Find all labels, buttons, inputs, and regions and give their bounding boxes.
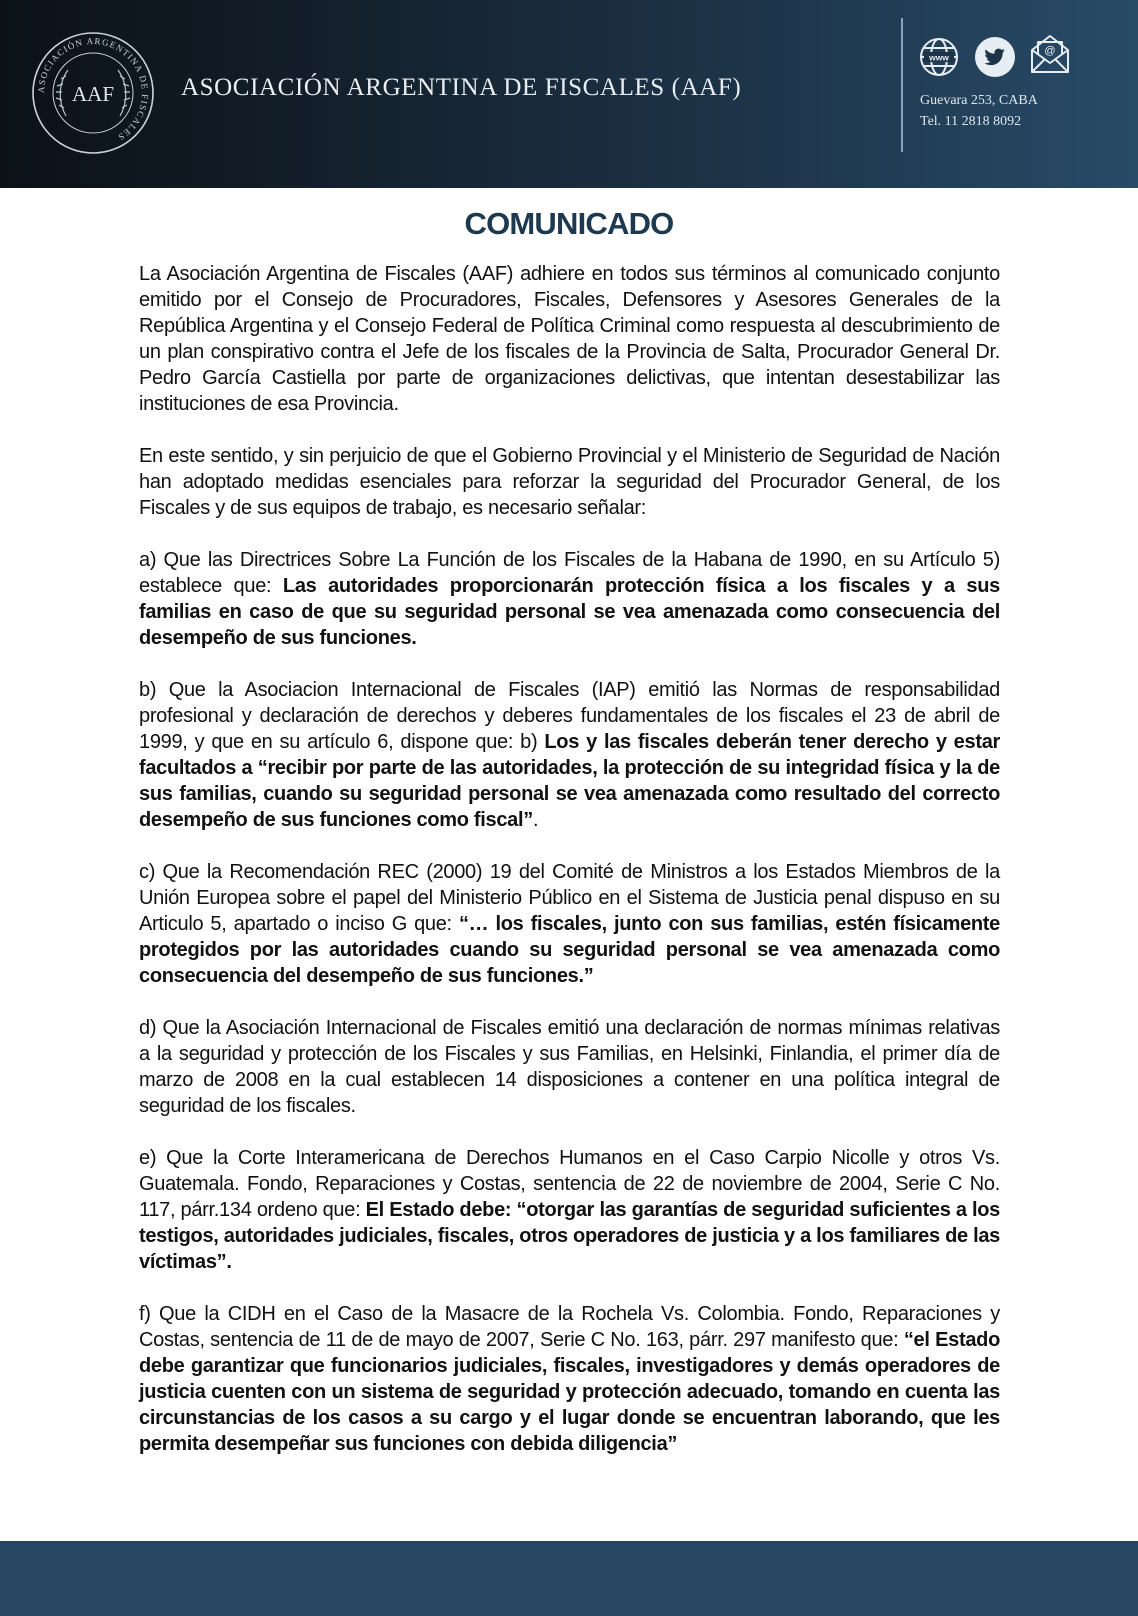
paragraph-e: e) Que la Corte Interamericana de Derechos Humanos en el Caso Carpio Nicolle y otros Vs. Guatemala. Fondo, Reparaciones y Costas, sentencia de 22 de noviembre de 2004, Serie C No. 117, párr.134 ordeno que: El Estado debe: “otorgar las garantías de seguridad suficientes a los testigos, autoridades judiciales, fiscales, otros operadores de justicia y a los familiares de las víctimas”. <box>139 1147 1000 1273</box>
paragraph-a-quote: Las autoridades proporcionarán protección física a los fiscales y a sus familias en caso de que su seguridad personal se vea amenazada como consecuencia del desempeño de sus funciones. <box>139 575 1000 649</box>
aaf-seal-logo <box>30 30 156 156</box>
paragraph-b: b) Que la Asociacion Internacional de Fiscales (IAP) emitió las Normas de responsabilidad profesional y declaración de derechos y deberes fundamentales de los fiscales el 23 de abril de 1999, y que en su artículo 6, dispone que: b) Los y las fiscales deberán tener derecho y estar facultados a “recibir por parte de las autoridades, la protección de su integridad física y la de sus familias, cuando su seguridad personal se vea amenazada como resultado del correcto desempeño de sus funciones como fiscal”. <box>139 679 1000 831</box>
letterhead-header <box>0 0 1138 188</box>
footer-bar <box>0 1541 1138 1616</box>
svg-text:AAF: AAF <box>71 82 115 106</box>
contact-phone: Tel. 11 2818 8092 <box>920 114 1022 129</box>
paragraph-a: a) Que las Directrices Sobre La Función de los Fiscales de la Habana de 1990, en su Artículo 5) establece que: Las autoridades proporcionarán protección física a los fiscales y a sus familias en caso de que su seguridad personal se vea amenazada como consecuencia del desempeño de sus funciones. <box>139 549 1000 649</box>
organization-name: ASOCIACIÓN ARGENTINA DE FISCALES (AAF) <box>181 74 742 101</box>
email-icon[interactable] <box>1028 32 1072 76</box>
paragraph-c: c) Que la Recomendación REC (2000) 19 del Comité de Ministros a los Estados Miembros de la Unión Europea sobre el papel del Ministerio Público en el Sistema de Justicia penal dispuso en su Articulo 5, apartado o inciso G que: “… los fiscales, junto con sus familias, estén físicamente protegidos por las autoridades cuando su seguridad personal se vea amenazada como consecuencia del desempeño de sus funciones.” <box>139 861 1000 987</box>
contact-address: Guevara 253, CABA <box>920 93 1038 108</box>
document-title: COMUNICADO <box>464 206 674 241</box>
svg-text:ASOCIACIÓN ARGENTINA DE FISCAL: ASOCIACIÓN ARGENTINA DE FISCALES <box>35 35 151 143</box>
paragraph-c-quote: “… los fiscales, junto con sus familias, estén físicamente protegidos por las autoridades cuando su seguridad personal se vea amenazada como consecuencia del desempeño de sus funciones.” <box>139 913 1000 987</box>
paragraph-b-quote: Los y las fiscales deberán tener derecho y estar facultados a “recibir por parte de las autoridades, la protección de su integridad física y la de sus familias, cuando su seguridad personal se vea amenazada como resultado del correcto desempeño de sus funciones como fiscal” <box>139 731 1000 831</box>
paragraph-e-quote: El Estado debe: “otorgar las garantías de seguridad suficientes a los testigos, autoridades judiciales, fiscales, otros operadores de justicia y a los familiares de las víctimas”. <box>139 1199 1000 1273</box>
svg-text:@: @ <box>1044 45 1056 57</box>
svg-text:www: www <box>929 52 949 63</box>
twitter-icon[interactable] <box>974 36 1016 78</box>
paragraph-f-quote: “el Estado debe garantizar que funcionarios judiciales, fiscales, investigadores y demás operadores de justicia cuenten con un sistema de seguridad y protección adecuado, tomando en cuenta las circunstancias de los casos a su cargo y el lugar donde se encuentran laborando, que les permita desempeñar sus funciones con debida diligencia” <box>139 1329 1000 1455</box>
paragraph-d: d) Que la Asociación Internacional de Fiscales emitió una declaración de normas mínimas relativas a la seguridad y protección de los Fiscales y sus Familias, en Helsinki, Finlandia, el primer día de marzo de 2008 en la cual establecen 14 disposiciones a contener en una política integral de seguridad de los fiscales. <box>139 1017 1000 1117</box>
document-body <box>139 261 1000 1483</box>
header-divider <box>901 18 903 152</box>
paragraph-intro: La Asociación Argentina de Fiscales (AAF) adhiere en todos sus términos al comunicado conjunto emitido por el Consejo de Procuradores, Fiscales, Defensores y Asesores Generales de la República Argentina y el Consejo Federal de Política Criminal como respuesta al descubrimiento de un plan conspirativo contra el Jefe de los fiscales de la Provincia de Salta, Procurador General Dr. Pedro García Castiella por parte de organizaciones delictivas, que intentan desestabilizar las instituciones de esa Provincia. <box>139 263 1000 415</box>
paragraph-f: f) Que la CIDH en el Caso de la Masacre de la Rochela Vs. Colombia. Fondo, Reparaciones y Costas, sentencia de 11 de de mayo de 2007, Serie C No. 163, párr. 297 manifesto que: “el Estado debe garantizar que funcionarios judiciales, fiscales, investigadores y demás operadores de justicia cuenten con un sistema de seguridad y protección adecuado, tomando en cuenta las circunstancias de los casos a su cargo y el lugar donde se encuentran laborando, que les permita desempeñar sus funciones con debida diligencia” <box>139 1303 1000 1455</box>
globe-www-icon[interactable] <box>918 36 960 78</box>
paragraph-context: En este sentido, y sin perjuicio de que el Gobierno Provincial y el Ministerio de Seguridad de Nación han adoptado medidas esenciales para reforzar la seguridad del Procurador General, de los Fiscales y de sus equipos de trabajo, es necesario señalar: <box>139 445 1000 519</box>
